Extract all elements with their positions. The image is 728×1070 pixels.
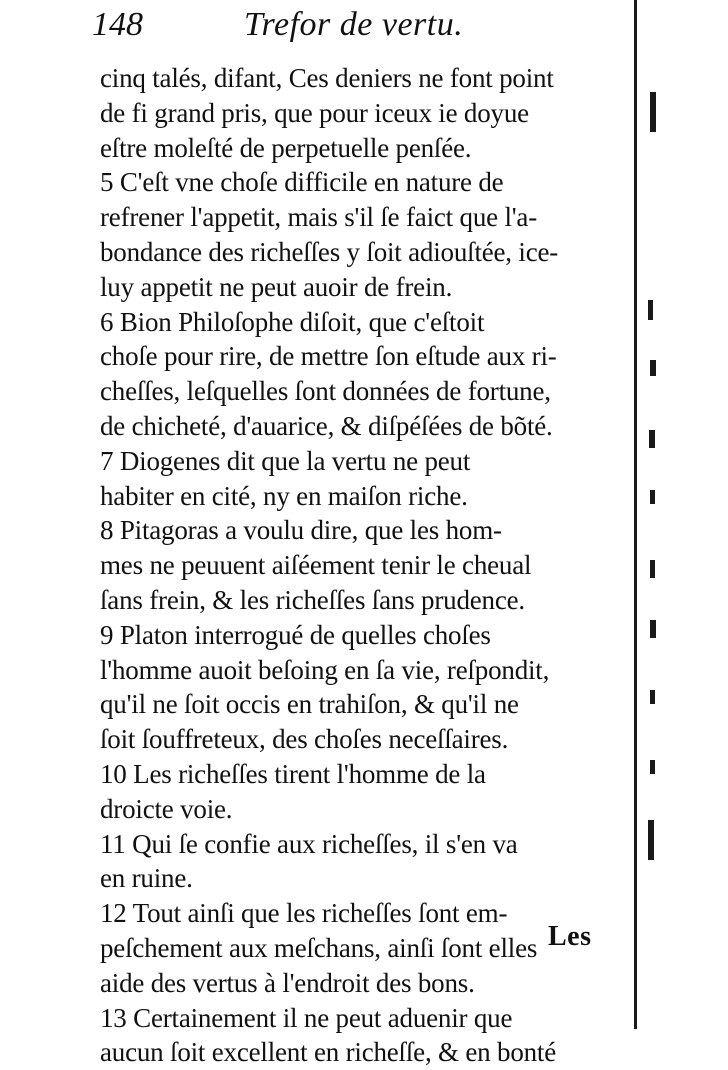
text-line: bondance des richeſſes y ſoit adiouſtée, ice- [100, 236, 559, 267]
body-text [100, 61, 620, 1070]
page-header [92, 6, 612, 50]
text-line: choſe pour rire, de mettre ſon eſtude aux ri- [100, 341, 557, 372]
text-line: 7 Diogenes dit que la vertu ne peut [100, 445, 471, 476]
text-line: habiter en cité, ny en maiſon riche. [100, 480, 468, 511]
facing-page-mark [650, 92, 656, 132]
running-title: Trefor de vertu. [244, 6, 464, 43]
facing-page-mark [648, 820, 654, 860]
facing-page-mark [650, 360, 656, 376]
text-line: 10 Les richeſſes tirent l'homme de la [100, 758, 486, 789]
text-line: ſoit ſouffreteux, des choſes neceſſaires. [100, 724, 509, 755]
text-line: mes ne peuuent aiſéement tenir le cheual [100, 550, 532, 581]
text-line: ſans frein, & les richeſſes ſans prudence. [100, 584, 525, 615]
text-line: 9 Platon interrogué de quelles choſes [100, 619, 491, 650]
text-line: peſchement aux meſchans, ainſi ſont elles [100, 932, 538, 963]
text-line: l'homme auoit beſoing en ſa vie, reſpondit, [100, 654, 550, 685]
page-gutter-line [634, 0, 637, 1029]
text-line: de fi grand pris, que pour iceux ie doyue [100, 97, 529, 128]
facing-page-mark [650, 620, 656, 638]
facing-page-mark [650, 560, 655, 578]
text-line: refrener l'appetit, mais s'il ſe faict que l'a- [100, 202, 537, 233]
text-line: aucun ſoit excellent en richeſſe, & en bonté [100, 1037, 557, 1068]
text-line: 12 Tout ainſi que les richeſſes ſont em- [100, 898, 508, 929]
text-line: 5 C'eſt vne choſe difficile en nature de [100, 167, 504, 198]
facing-page-mark [649, 430, 655, 448]
text-line: de chicheté, d'auarice, & diſpéſées de bõté. [100, 410, 553, 441]
text-line: luy appetit ne peut auoir de frein. [100, 271, 453, 302]
text-line: 6 Bion Philoſophe diſoit, que c'eſtoit [100, 306, 485, 337]
facing-page-mark [650, 690, 655, 704]
facing-page-mark [650, 760, 655, 774]
text-line: 11 Qui ſe confie aux richeſſes, il s'en va [100, 828, 518, 859]
text-line: eſtre moleſté de perpetuelle penſée. [100, 132, 472, 163]
catchword: Les [548, 921, 592, 952]
facing-page-mark [650, 490, 655, 504]
text-line: aide des vertus à l'endroit des bons. [100, 967, 475, 998]
text-line: cinq talés, difant, Ces deniers ne font point [100, 63, 554, 93]
text-line: droicte voie. [100, 793, 233, 824]
page-number: 148 [92, 6, 143, 43]
facing-page-mark [648, 300, 653, 320]
text-line: cheſſes, leſquelles ſont données de fortune, [100, 376, 551, 407]
text-line: qu'il ne ſoit occis en trahiſon, & qu'il ne [100, 689, 519, 720]
text-line: 13 Certainement il ne peut aduenir que [100, 1002, 513, 1033]
text-line: 8 Pitagoras a voulu dire, que les hom- [100, 515, 502, 546]
text-line: en ruine. [100, 863, 193, 894]
